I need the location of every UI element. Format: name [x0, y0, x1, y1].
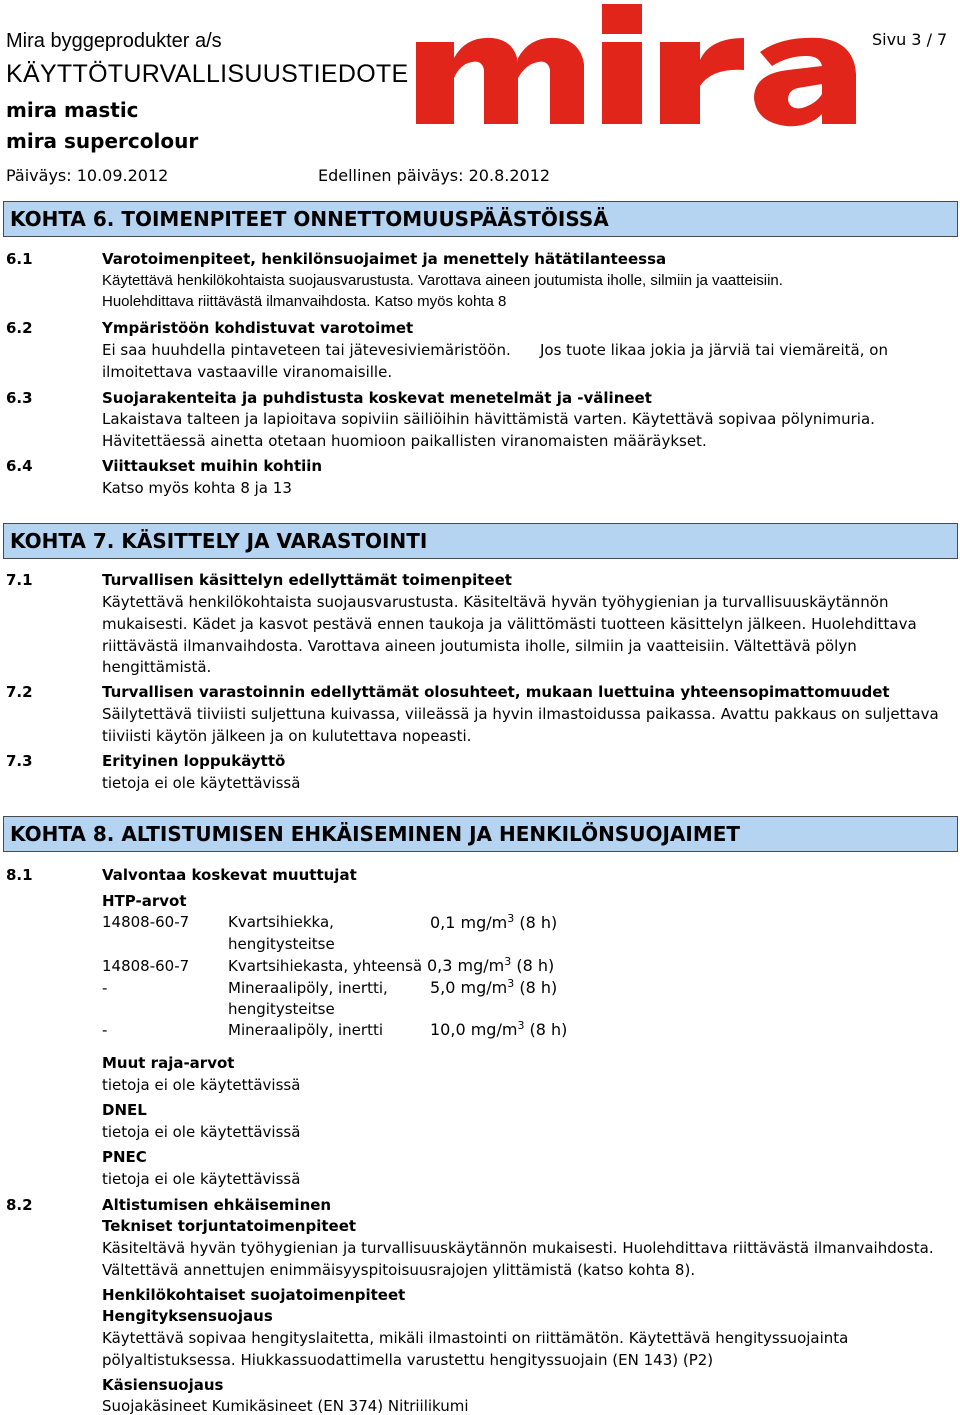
- document-title: KÄYTTÖTURVALLISUUSTIEDOTE: [6, 60, 409, 88]
- section-6-2-text-1a: Ei saa huuhdella pintaveteen tai jätevesiviemäristöön.: [102, 341, 511, 359]
- section-6-3-number: 6.3: [6, 389, 33, 407]
- section-6-header: [3, 201, 958, 237]
- other-limits-heading: Muut raja-arvot: [102, 1054, 235, 1072]
- dnel-text: tietoja ei ole käytettävissä: [102, 1123, 301, 1141]
- section-7-1-text-4: hengittämistä.: [102, 658, 212, 676]
- section-7-title: KOHTA 7. KÄSITTELY JA VARASTOINTI: [10, 529, 428, 553]
- section-7-2-number: 7.2: [6, 683, 33, 701]
- htp-cas: -: [102, 1021, 108, 1039]
- section-6-4-text-1: Katso myös kohta 8 ja 13: [102, 479, 292, 497]
- section-6-title: KOHTA 6. TOIMENPITEET ONNETTOMUUSPÄÄSTÖISSÄ: [10, 207, 609, 231]
- section-6-2-number: 6.2: [6, 319, 33, 337]
- htp-value: 0,3 $mg/m^3$ (8 h): [427, 955, 555, 975]
- product-name-1: mira mastic: [6, 98, 139, 122]
- section-6-1-number: 6.1: [6, 250, 33, 268]
- section-6-3-text-1: Lakaistava talteen ja lapioitava sopiviin säiliöihin hävittämistä varten. Käytettävä sopivaa pölynimuria.: [102, 410, 875, 428]
- respiratory-protection-heading: Hengityksensuojaus: [102, 1307, 273, 1325]
- section-7-3-heading: Erityinen loppukäyttö: [102, 752, 286, 770]
- section-6-4-heading: Viittaukset muihin kohtiin: [102, 457, 323, 475]
- htp-cas: 14808-60-7: [102, 957, 190, 975]
- section-7-1-number: 7.1: [6, 571, 33, 589]
- personal-protection-heading: Henkilökohtaiset suojatoimenpiteet: [102, 1286, 406, 1304]
- date: Päiväys: 10.09.2012: [6, 166, 169, 185]
- hand-protection-text-1: Suojakäsineet Kumikäsineet (EN 374) Nitriilikumi: [102, 1397, 469, 1415]
- section-7-1-heading: Turvallisen käsittelyn edellyttämät toimenpiteet: [102, 571, 512, 589]
- section-6-1-heading: Varotoimenpiteet, henkilönsuojaimet ja menettely hätätilanteessa: [102, 250, 667, 268]
- technical-measures-heading: Tekniset torjuntatoimenpiteet: [102, 1217, 357, 1235]
- technical-measures-text-2: Vältettävä annettujen enimmäisyyspitoisuusrajojen ylittämistä (katso kohta 8).: [102, 1261, 696, 1279]
- htp-substance: Mineraalipöly, inertti: [228, 1021, 384, 1039]
- section-8-2-heading: Altistumisen ehkäiseminen: [102, 1196, 332, 1214]
- company-name: Mira byggeprodukter a/s: [6, 30, 222, 52]
- htp-substance-line2: hengitysteitse: [228, 1000, 335, 1018]
- section-8-1-number: 8.1: [6, 866, 33, 884]
- section-7-2-heading: Turvallisen varastoinnin edellyttämät olosuhteet, mukaan luettuina yhteensopimattomuudet: [102, 683, 890, 701]
- section-7-header: [3, 523, 958, 559]
- section-6-3-text-2: Hävitettäessä ainetta otetaan huomioon paikallisten viranomaisten määräykset.: [102, 432, 707, 450]
- dnel-heading: DNEL: [102, 1101, 147, 1119]
- htp-value: 5,0 $mg/m^3$ (8 h): [430, 977, 558, 997]
- section-6-2-text-2: ilmoitettava vastaaville viranomaisille.: [102, 363, 393, 381]
- section-7-2-text-1: Säilytettävä tiiviisti suljettuna kuivassa, viileässä ja hyvin ilmastoidussa paikassa. Avattu pakkaus on suljettava: [102, 705, 939, 723]
- section-7-3-number: 7.3: [6, 752, 33, 770]
- htp-substance: Kvartsihiekasta, yhteensä: [228, 957, 423, 975]
- section-6-3-heading: Suojarakenteita ja puhdistusta koskevat menetelmät ja -välineet: [102, 389, 652, 407]
- section-8-header: [3, 816, 958, 852]
- htp-substance: Mineraalipöly, inertti,: [228, 979, 388, 997]
- section-6-2-heading: Ympäristöön kohdistuvat varotoimet: [102, 319, 414, 337]
- section-7-1-text-2: mukaisesti. Kädet ja kasvot pestävä ennen taukoja ja välittömästi tuotteen käsittelyn jälkeen. Huolehdittava: [102, 615, 917, 633]
- hand-protection-heading: Käsiensuojaus: [102, 1376, 224, 1394]
- section-7-1-text-1: Käytettävä henkilökohtaista suojausvarustusta. Käsiteltävä hyvän työhygienian ja turvallisuuskäytännön: [102, 593, 889, 611]
- htp-substance: Kvartsihiekka,: [228, 913, 334, 931]
- htp-heading: HTP-arvot: [102, 892, 187, 910]
- product-name-2: mira supercolour: [6, 129, 199, 153]
- section-6-2-text-1b: Jos tuote likaa jokia ja järviä tai viemäreitä, on: [540, 341, 888, 359]
- section-6-1-text-1: Käytettävä henkilökohtaista suojausvarustusta. Varottava aineen joutumista iholle, silmiin ja vaatteisiin.: [102, 272, 783, 289]
- technical-measures-text-1: Käsiteltävä hyvän työhygienian ja turvallisuuskäytännön mukaisesti. Huolehdittava riittävästä ilmanvaihdosta.: [102, 1239, 934, 1257]
- section-8-title: KOHTA 8. ALTISTUMISEN EHKÄISEMINEN JA HENKILÖNSUOJAIMET: [10, 822, 741, 846]
- section-7-3-text-1: tietoja ei ole käytettävissä: [102, 774, 301, 792]
- section-8-1-heading: Valvontaa koskevat muuttujat: [102, 866, 357, 884]
- previous-date: Edellinen päiväys: 20.8.2012: [318, 166, 551, 185]
- htp-cas: -: [102, 979, 108, 997]
- respiratory-protection-text-1: Käytettävä sopivaa hengityslaitetta, mikäli ilmastointi on riittämätön. Käytettävä hengityssuojainta: [102, 1329, 849, 1347]
- section-7-1-text-3: riittävästä ilmanvaihdosta. Varottava aineen joutumista iholle, silmiin ja vaatteisiin. Vältettävä pölyn: [102, 637, 857, 655]
- htp-substance-line2: hengitysteitse: [228, 935, 335, 953]
- section-7-2-text-2: tiiviisti käytön jälkeen ja on kulutettava nopeasti.: [102, 727, 472, 745]
- section-6-1-text-2: Huolehdittava riittävästä ilmanvaihdosta. Katso myös kohta 8: [102, 293, 507, 310]
- mira-logo: [408, 0, 953, 128]
- pnec-text: tietoja ei ole käytettävissä: [102, 1170, 301, 1188]
- other-limits-text: tietoja ei ole käytettävissä: [102, 1076, 301, 1094]
- pnec-heading: PNEC: [102, 1148, 147, 1166]
- section-8-2-number: 8.2: [6, 1196, 33, 1214]
- htp-value: 0,1 $mg/m^3$ (8 h): [430, 912, 558, 932]
- htp-cas: 14808-60-7: [102, 913, 190, 931]
- page-number: Sivu 3 / 7: [872, 30, 948, 49]
- htp-value: 10,0 $mg/m^3$ (8 h): [430, 1019, 568, 1039]
- respiratory-protection-text-2: pölyaltistuksessa. Hiukkassuodattimella varustettu hengityssuojain (EN 143) (P2): [102, 1351, 714, 1369]
- section-6-4-number: 6.4: [6, 457, 33, 475]
